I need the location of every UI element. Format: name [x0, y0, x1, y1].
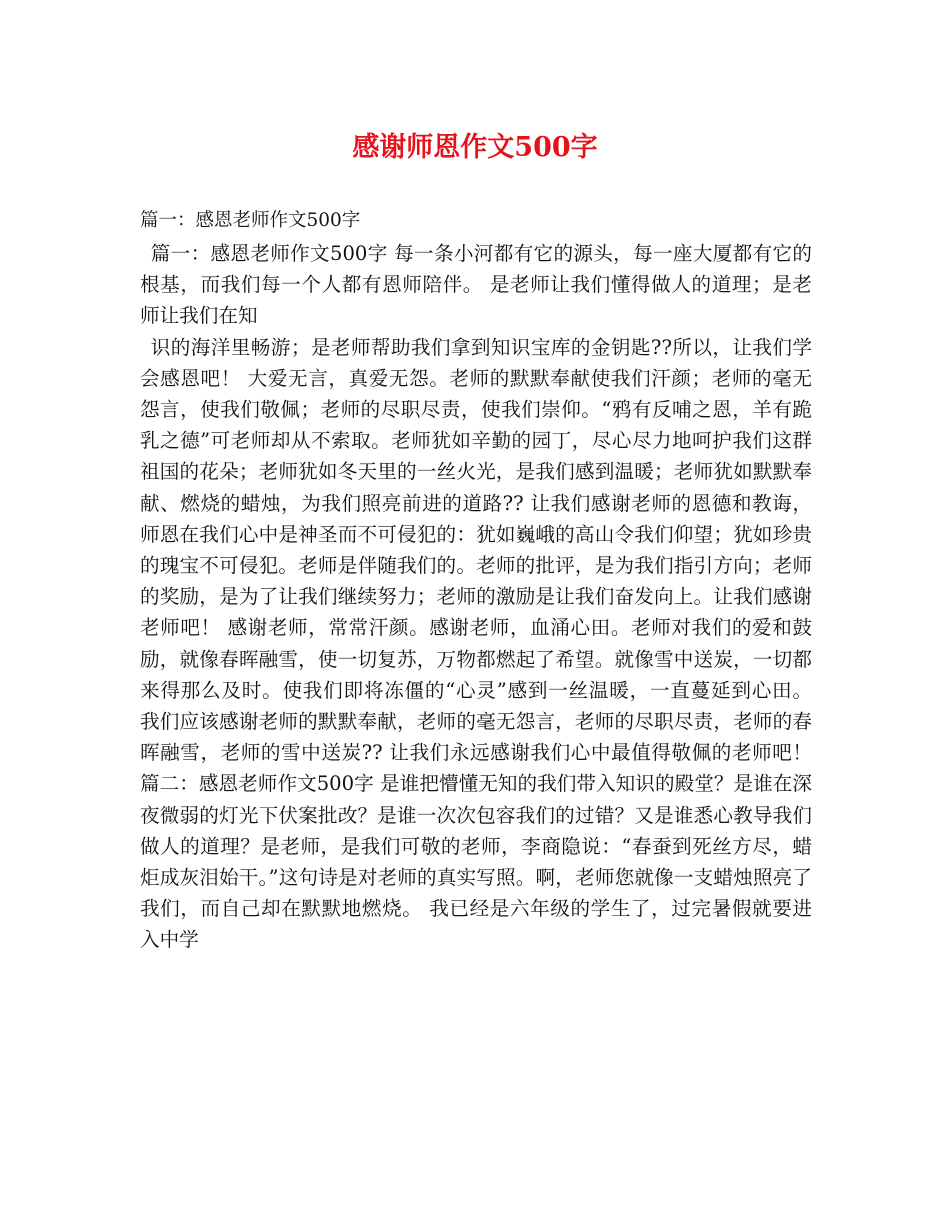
paragraph-1: 篇一：感恩老师作文500字 每一条小河都有它的源头，每一座大厦都有它的根基，而我们每一个人都有恩师陪伴。 是老师让我们懂得做人的道理；是老师让我们在知: [140, 242, 812, 328]
paragraph-2: 识的海洋里畅游；是老师帮助我们拿到知识宝库的金钥匙??所以，让我们学会感恩吧！ 大爱无言，真爱无怨。老师的默默奉献使我们汗颜；老师的毫无怨言，使我们敬佩；老师的尽职尽责，使我们崇仰。“鸦有反哺之恩，羊有跪乳之德”可老师却从不索取。老师犹如辛勤的园丁，尽心尽力地呵护我们这群祖国的花朵；老师犹如冬天里的一丝火光，是我们感到温暖；老师犹如默默奉献、燃烧的蜡烛，为我们照亮前进的道路?? 让我们感谢老师的恩德和教诲，师恩在我们心中是神圣而不可侵犯的：犹如巍峨的高山令我们仰望；犹如珍贵的瑰宝不可侵犯。老师是伴随我们的。老师的批评，是为我们指引方向；老师的奖励，是为了让我们继续努力；老师的激励是让我们奋发向上。让我们感谢老师吧！ 感谢老师，常常汗颜。感谢老师，血涌心田。老师对我们的爱和鼓励，就像春晖融雪，使一切复苏，万物都燃起了希望。就像雪中送炭，一切都来得那么及时。使我们即将冻僵的“心灵”感到一丝温暖，一直蔓延到心田。 我们应该感谢老师的默默奉献，老师的毫无怨言，老师的尽职尽责，老师的春晖融雪，老师的雪中送炭?? 让我们永远感谢我们心中最值得敬佩的老师吧！ 篇二：感恩老师作文500字 是谁把懵懂无知的我们带入知识的殿堂？是谁在深夜微弱的灯光下伏案批改？是谁一次次包容我们的过错？又是谁悉心教导我们做人的道理？是老师，是我们可敬的老师，李商隐说：“春蚕到死丝方尽，蜡炬成灰泪始干。”这句诗是对老师的真实写照。啊，老师您就像一支蜡烛照亮了我们，而自己却在默默地燃烧。 我已经是六年级的学生了，过完暑假就要进入中学: [140, 335, 812, 952]
document-title: 感谢师恩作文500字: [352, 132, 598, 163]
article-body: [140, 238, 812, 956]
section-heading: 篇一：感恩老师作文500字: [140, 210, 361, 231]
